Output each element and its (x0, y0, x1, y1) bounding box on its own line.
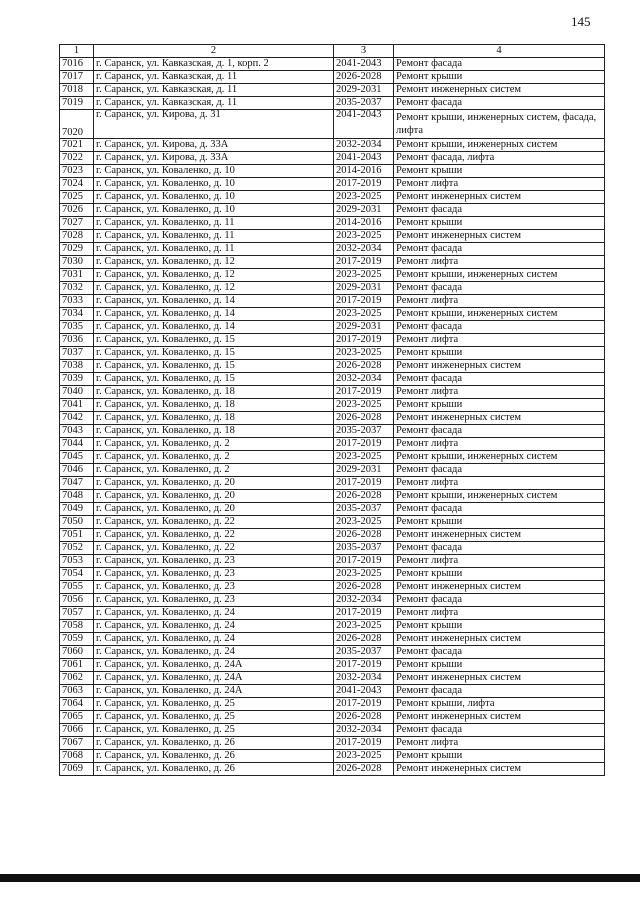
row-address: г. Саранск, ул. Кирова, д. 33А (94, 139, 334, 152)
row-period: 2026-2028 (334, 633, 394, 646)
table-row (60, 529, 605, 542)
table-row (60, 217, 605, 230)
table-row (60, 58, 605, 71)
row-number: 7029 (60, 243, 94, 256)
row-work-type: Ремонт крыши (394, 217, 605, 230)
table-row (60, 282, 605, 295)
table-row (60, 334, 605, 347)
row-period: 2023-2025 (334, 230, 394, 243)
table-row (60, 763, 605, 776)
row-work-type: Ремонт фасада (394, 282, 605, 295)
row-address: г. Саранск, ул. Коваленко, д. 15 (94, 334, 334, 347)
row-address: г. Саранск, ул. Коваленко, д. 25 (94, 724, 334, 737)
row-work-type: Ремонт инженерных систем (394, 633, 605, 646)
row-address: г. Саранск, ул. Коваленко, д. 11 (94, 217, 334, 230)
row-address: г. Саранск, ул. Коваленко, д. 22 (94, 542, 334, 555)
repair-schedule-table (59, 44, 605, 776)
row-number: 7032 (60, 282, 94, 295)
table-row (60, 412, 605, 425)
row-address: г. Саранск, ул. Коваленко, д. 24 (94, 633, 334, 646)
row-number: 7043 (60, 425, 94, 438)
row-address: г. Саранск, ул. Коваленко, д. 22 (94, 529, 334, 542)
row-period: 2041-2043 (334, 152, 394, 165)
row-number: 7035 (60, 321, 94, 334)
row-period: 2017-2019 (334, 607, 394, 620)
row-number: 7019 (60, 97, 94, 110)
table-row (60, 724, 605, 737)
row-work-type: Ремонт крыши (394, 71, 605, 84)
row-period: 2035-2037 (334, 97, 394, 110)
table-row (60, 425, 605, 438)
row-period: 2023-2025 (334, 347, 394, 360)
row-work-type: Ремонт фасада (394, 594, 605, 607)
table-row (60, 308, 605, 321)
row-work-type: Ремонт инженерных систем (394, 529, 605, 542)
row-period: 2017-2019 (334, 698, 394, 711)
row-work-type: Ремонт фасада (394, 542, 605, 555)
row-period: 2023-2025 (334, 451, 394, 464)
row-work-type: Ремонт инженерных систем (394, 672, 605, 685)
row-period: 2026-2028 (334, 529, 394, 542)
row-period: 2035-2037 (334, 503, 394, 516)
table-row (60, 685, 605, 698)
row-number: 7047 (60, 477, 94, 490)
table-row (60, 165, 605, 178)
row-work-type: Ремонт крыши, инженерных систем (394, 451, 605, 464)
row-period: 2026-2028 (334, 412, 394, 425)
row-address: г. Саранск, ул. Коваленко, д. 18 (94, 386, 334, 399)
table-row (60, 633, 605, 646)
row-period: 2041-2043 (334, 110, 394, 139)
row-address: г. Саранск, ул. Коваленко, д. 2 (94, 451, 334, 464)
row-address: г. Саранск, ул. Кавказская, д. 11 (94, 71, 334, 84)
row-period: 2029-2031 (334, 282, 394, 295)
row-number: 7048 (60, 490, 94, 503)
column-header-number: 1 (60, 45, 94, 58)
row-number: 7025 (60, 191, 94, 204)
row-number: 7067 (60, 737, 94, 750)
table-row (60, 594, 605, 607)
row-work-type: Ремонт крыши, инженерных систем, фасада, лифта (394, 110, 605, 139)
row-work-type: Ремонт крыши (394, 568, 605, 581)
row-number: 7056 (60, 594, 94, 607)
row-number: 7038 (60, 360, 94, 373)
row-address: г. Саранск, ул. Коваленко, д. 10 (94, 204, 334, 217)
table-row (60, 399, 605, 412)
row-number: 7034 (60, 308, 94, 321)
row-period: 2017-2019 (334, 438, 394, 451)
row-number: 7042 (60, 412, 94, 425)
row-number: 7059 (60, 633, 94, 646)
row-period: 2029-2031 (334, 204, 394, 217)
row-work-type: Ремонт лифта (394, 386, 605, 399)
row-work-type: Ремонт лифта (394, 438, 605, 451)
row-period: 2035-2037 (334, 425, 394, 438)
row-number: 7030 (60, 256, 94, 269)
row-period: 2032-2034 (334, 724, 394, 737)
row-number: 7023 (60, 165, 94, 178)
row-work-type: Ремонт фасада (394, 373, 605, 386)
table-row (60, 672, 605, 685)
row-work-type: Ремонт фасада (394, 204, 605, 217)
row-period: 2023-2025 (334, 620, 394, 633)
table-row (60, 542, 605, 555)
row-number: 7028 (60, 230, 94, 243)
row-number: 7051 (60, 529, 94, 542)
table-row (60, 295, 605, 308)
row-address: г. Саранск, ул. Коваленко, д. 23 (94, 594, 334, 607)
table-row (60, 646, 605, 659)
row-period: 2026-2028 (334, 490, 394, 503)
table-row (60, 698, 605, 711)
row-work-type: Ремонт фасада (394, 724, 605, 737)
row-address: г. Саранск, ул. Коваленко, д. 23 (94, 568, 334, 581)
row-address: г. Саранск, ул. Коваленко, д. 24 (94, 646, 334, 659)
table-row (60, 620, 605, 633)
row-address: г. Саранск, ул. Коваленко, д. 14 (94, 321, 334, 334)
row-number: 7045 (60, 451, 94, 464)
row-number: 7053 (60, 555, 94, 568)
table-row (60, 84, 605, 97)
row-address: г. Саранск, ул. Коваленко, д. 12 (94, 256, 334, 269)
row-period: 2017-2019 (334, 555, 394, 568)
table-row (60, 386, 605, 399)
table-row (60, 438, 605, 451)
row-address: г. Саранск, ул. Коваленко, д. 15 (94, 373, 334, 386)
row-address: г. Саранск, ул. Коваленко, д. 24 (94, 620, 334, 633)
row-number: 7046 (60, 464, 94, 477)
table-row (60, 71, 605, 84)
row-work-type: Ремонт лифта (394, 295, 605, 308)
row-address: г. Саранск, ул. Коваленко, д. 18 (94, 412, 334, 425)
row-work-type: Ремонт фасада (394, 321, 605, 334)
row-address: г. Саранск, ул. Коваленко, д. 25 (94, 711, 334, 724)
row-number: 7064 (60, 698, 94, 711)
row-period: 2041-2043 (334, 685, 394, 698)
row-work-type: Ремонт инженерных систем (394, 412, 605, 425)
row-number: 7018 (60, 84, 94, 97)
row-work-type: Ремонт лифта (394, 555, 605, 568)
row-period: 2023-2025 (334, 191, 394, 204)
row-period: 2029-2031 (334, 464, 394, 477)
row-number: 7044 (60, 438, 94, 451)
row-number: 7050 (60, 516, 94, 529)
row-period: 2017-2019 (334, 334, 394, 347)
row-number: 7024 (60, 178, 94, 191)
row-work-type: Ремонт фасада, лифта (394, 152, 605, 165)
row-address: г. Саранск, ул. Кавказская, д. 11 (94, 84, 334, 97)
row-number: 7022 (60, 152, 94, 165)
table-row (60, 110, 605, 139)
table-row (60, 230, 605, 243)
row-work-type: Ремонт лифта (394, 334, 605, 347)
table-row (60, 711, 605, 724)
row-address: г. Саранск, ул. Коваленко, д. 10 (94, 178, 334, 191)
row-period: 2026-2028 (334, 763, 394, 776)
row-address: г. Саранск, ул. Коваленко, д. 14 (94, 308, 334, 321)
table-row (60, 477, 605, 490)
row-work-type: Ремонт инженерных систем (394, 711, 605, 724)
table-row (60, 503, 605, 516)
table-row (60, 139, 605, 152)
row-period: 2026-2028 (334, 711, 394, 724)
row-period: 2029-2031 (334, 84, 394, 97)
row-address: г. Саранск, ул. Коваленко, д. 18 (94, 425, 334, 438)
row-address: г. Саранск, ул. Коваленко, д. 23 (94, 555, 334, 568)
row-address: г. Саранск, ул. Коваленко, д. 18 (94, 399, 334, 412)
row-work-type: Ремонт фасада (394, 243, 605, 256)
column-header-work-type: 4 (394, 45, 605, 58)
row-number: 7066 (60, 724, 94, 737)
row-work-type: Ремонт инженерных систем (394, 191, 605, 204)
row-number: 7069 (60, 763, 94, 776)
row-work-type: Ремонт крыши (394, 347, 605, 360)
row-period: 2023-2025 (334, 269, 394, 282)
row-work-type: Ремонт лифта (394, 256, 605, 269)
row-period: 2017-2019 (334, 659, 394, 672)
row-address: г. Саранск, ул. Коваленко, д. 20 (94, 503, 334, 516)
row-number: 7055 (60, 581, 94, 594)
row-number: 7027 (60, 217, 94, 230)
row-work-type: Ремонт фасада (394, 464, 605, 477)
row-number: 7033 (60, 295, 94, 308)
page-number: 145 (571, 14, 591, 29)
row-address: г. Саранск, ул. Коваленко, д. 2 (94, 464, 334, 477)
row-work-type: Ремонт фасада (394, 646, 605, 659)
row-period: 2041-2043 (334, 58, 394, 71)
row-number: 7039 (60, 373, 94, 386)
row-period: 2017-2019 (334, 477, 394, 490)
row-number: 7036 (60, 334, 94, 347)
table-row (60, 581, 605, 594)
row-work-type: Ремонт инженерных систем (394, 763, 605, 776)
row-address: г. Саранск, ул. Коваленко, д. 24А (94, 659, 334, 672)
row-number: 7037 (60, 347, 94, 360)
row-work-type: Ремонт крыши (394, 165, 605, 178)
row-work-type: Ремонт крыши, инженерных систем (394, 269, 605, 282)
table-row (60, 555, 605, 568)
table-row (60, 607, 605, 620)
row-address: г. Саранск, ул. Коваленко, д. 23 (94, 581, 334, 594)
row-address: г. Саранск, ул. Коваленко, д. 12 (94, 269, 334, 282)
row-address: г. Саранск, ул. Коваленко, д. 11 (94, 243, 334, 256)
row-period: 2017-2019 (334, 737, 394, 750)
table-row (60, 464, 605, 477)
table-row (60, 152, 605, 165)
row-period: 2017-2019 (334, 178, 394, 191)
row-work-type: Ремонт крыши (394, 516, 605, 529)
row-period: 2017-2019 (334, 256, 394, 269)
row-address: г. Саранск, ул. Коваленко, д. 20 (94, 477, 334, 490)
column-header-address: 2 (94, 45, 334, 58)
row-address: г. Саранск, ул. Коваленко, д. 24А (94, 672, 334, 685)
row-period: 2017-2019 (334, 295, 394, 308)
row-number: 7068 (60, 750, 94, 763)
row-period: 2023-2025 (334, 750, 394, 763)
table-row (60, 269, 605, 282)
row-work-type: Ремонт фасада (394, 97, 605, 110)
row-number: 7017 (60, 71, 94, 84)
table-row (60, 451, 605, 464)
table-row (60, 490, 605, 503)
row-period: 2032-2034 (334, 139, 394, 152)
row-work-type: Ремонт лифта (394, 737, 605, 750)
row-period: 2026-2028 (334, 360, 394, 373)
row-work-type: Ремонт крыши (394, 750, 605, 763)
row-period: 2023-2025 (334, 399, 394, 412)
table-row (60, 568, 605, 581)
row-number: 7052 (60, 542, 94, 555)
row-work-type: Ремонт лифта (394, 477, 605, 490)
row-work-type: Ремонт лифта (394, 178, 605, 191)
row-period: 2035-2037 (334, 646, 394, 659)
row-period: 2032-2034 (334, 594, 394, 607)
row-address: г. Саранск, ул. Коваленко, д. 22 (94, 516, 334, 529)
row-address: г. Саранск, ул. Коваленко, д. 26 (94, 737, 334, 750)
row-number: 7065 (60, 711, 94, 724)
row-address: г. Саранск, ул. Коваленко, д. 25 (94, 698, 334, 711)
row-work-type: Ремонт инженерных систем (394, 84, 605, 97)
row-number: 7031 (60, 269, 94, 282)
row-period: 2026-2028 (334, 71, 394, 84)
row-work-type: Ремонт крыши, инженерных систем (394, 139, 605, 152)
row-period: 2017-2019 (334, 386, 394, 399)
row-work-type: Ремонт инженерных систем (394, 360, 605, 373)
row-period: 2029-2031 (334, 321, 394, 334)
row-period: 2014-2016 (334, 217, 394, 230)
row-number: 7020 (60, 110, 94, 139)
row-address: г. Саранск, ул. Коваленко, д. 15 (94, 347, 334, 360)
row-number: 7057 (60, 607, 94, 620)
row-period: 2035-2037 (334, 542, 394, 555)
row-address: г. Саранск, ул. Коваленко, д. 20 (94, 490, 334, 503)
row-address: г. Саранск, ул. Коваленко, д. 15 (94, 360, 334, 373)
table-row (60, 204, 605, 217)
table-row (60, 516, 605, 529)
row-work-type: Ремонт крыши (394, 620, 605, 633)
table-row (60, 256, 605, 269)
table-row (60, 321, 605, 334)
row-address: г. Саранск, ул. Коваленко, д. 26 (94, 763, 334, 776)
row-number: 7040 (60, 386, 94, 399)
row-address: г. Саранск, ул. Коваленко, д. 2 (94, 438, 334, 451)
row-period: 2032-2034 (334, 672, 394, 685)
row-period: 2023-2025 (334, 308, 394, 321)
row-address: г. Саранск, ул. Кавказская, д. 11 (94, 97, 334, 110)
row-number: 7058 (60, 620, 94, 633)
table-row (60, 659, 605, 672)
row-address: г. Саранск, ул. Коваленко, д. 26 (94, 750, 334, 763)
row-number: 7026 (60, 204, 94, 217)
row-address: г. Саранск, ул. Коваленко, д. 10 (94, 191, 334, 204)
table-row (60, 97, 605, 110)
table-body (60, 58, 605, 776)
table-row (60, 191, 605, 204)
row-work-type: Ремонт фасада (394, 685, 605, 698)
row-number: 7060 (60, 646, 94, 659)
row-number: 7016 (60, 58, 94, 71)
row-period: 2014-2016 (334, 165, 394, 178)
row-work-type: Ремонт фасада (394, 425, 605, 438)
row-address: г. Саранск, ул. Коваленко, д. 14 (94, 295, 334, 308)
row-number: 7049 (60, 503, 94, 516)
row-number: 7054 (60, 568, 94, 581)
row-address: г. Саранск, ул. Коваленко, д. 11 (94, 230, 334, 243)
row-address: г. Саранск, ул. Коваленко, д. 24 (94, 607, 334, 620)
table-row (60, 360, 605, 373)
row-period: 2032-2034 (334, 373, 394, 386)
row-work-type: Ремонт лифта (394, 607, 605, 620)
row-work-type: Ремонт крыши, лифта (394, 698, 605, 711)
table-row (60, 347, 605, 360)
row-number: 7062 (60, 672, 94, 685)
row-number: 7021 (60, 139, 94, 152)
row-work-type: Ремонт инженерных систем (394, 230, 605, 243)
row-period: 2026-2028 (334, 581, 394, 594)
row-address: г. Саранск, ул. Кавказская, д. 1, корп. 2 (94, 58, 334, 71)
table-row (60, 737, 605, 750)
scan-edge-band (0, 874, 640, 882)
row-work-type: Ремонт фасада (394, 58, 605, 71)
row-address: г. Саранск, ул. Коваленко, д. 12 (94, 282, 334, 295)
row-work-type: Ремонт крыши (394, 659, 605, 672)
row-number: 7063 (60, 685, 94, 698)
row-work-type: Ремонт крыши, инженерных систем (394, 490, 605, 503)
row-address: г. Саранск, ул. Кирова, д. 31 (94, 110, 334, 139)
row-work-type: Ремонт крыши, инженерных систем (394, 308, 605, 321)
row-period: 2032-2034 (334, 243, 394, 256)
row-number: 7061 (60, 659, 94, 672)
row-number: 7041 (60, 399, 94, 412)
row-address: г. Саранск, ул. Кирова, д. 33А (94, 152, 334, 165)
column-header-period: 3 (334, 45, 394, 58)
row-period: 2023-2025 (334, 568, 394, 581)
table-row (60, 243, 605, 256)
table-row (60, 373, 605, 386)
row-period: 2023-2025 (334, 516, 394, 529)
table-row (60, 178, 605, 191)
row-work-type: Ремонт фасада (394, 503, 605, 516)
row-work-type: Ремонт инженерных систем (394, 581, 605, 594)
row-work-type: Ремонт крыши (394, 399, 605, 412)
table-row (60, 750, 605, 763)
table-header-row (60, 45, 605, 58)
row-address: г. Саранск, ул. Коваленко, д. 10 (94, 165, 334, 178)
row-address: г. Саранск, ул. Коваленко, д. 24А (94, 685, 334, 698)
